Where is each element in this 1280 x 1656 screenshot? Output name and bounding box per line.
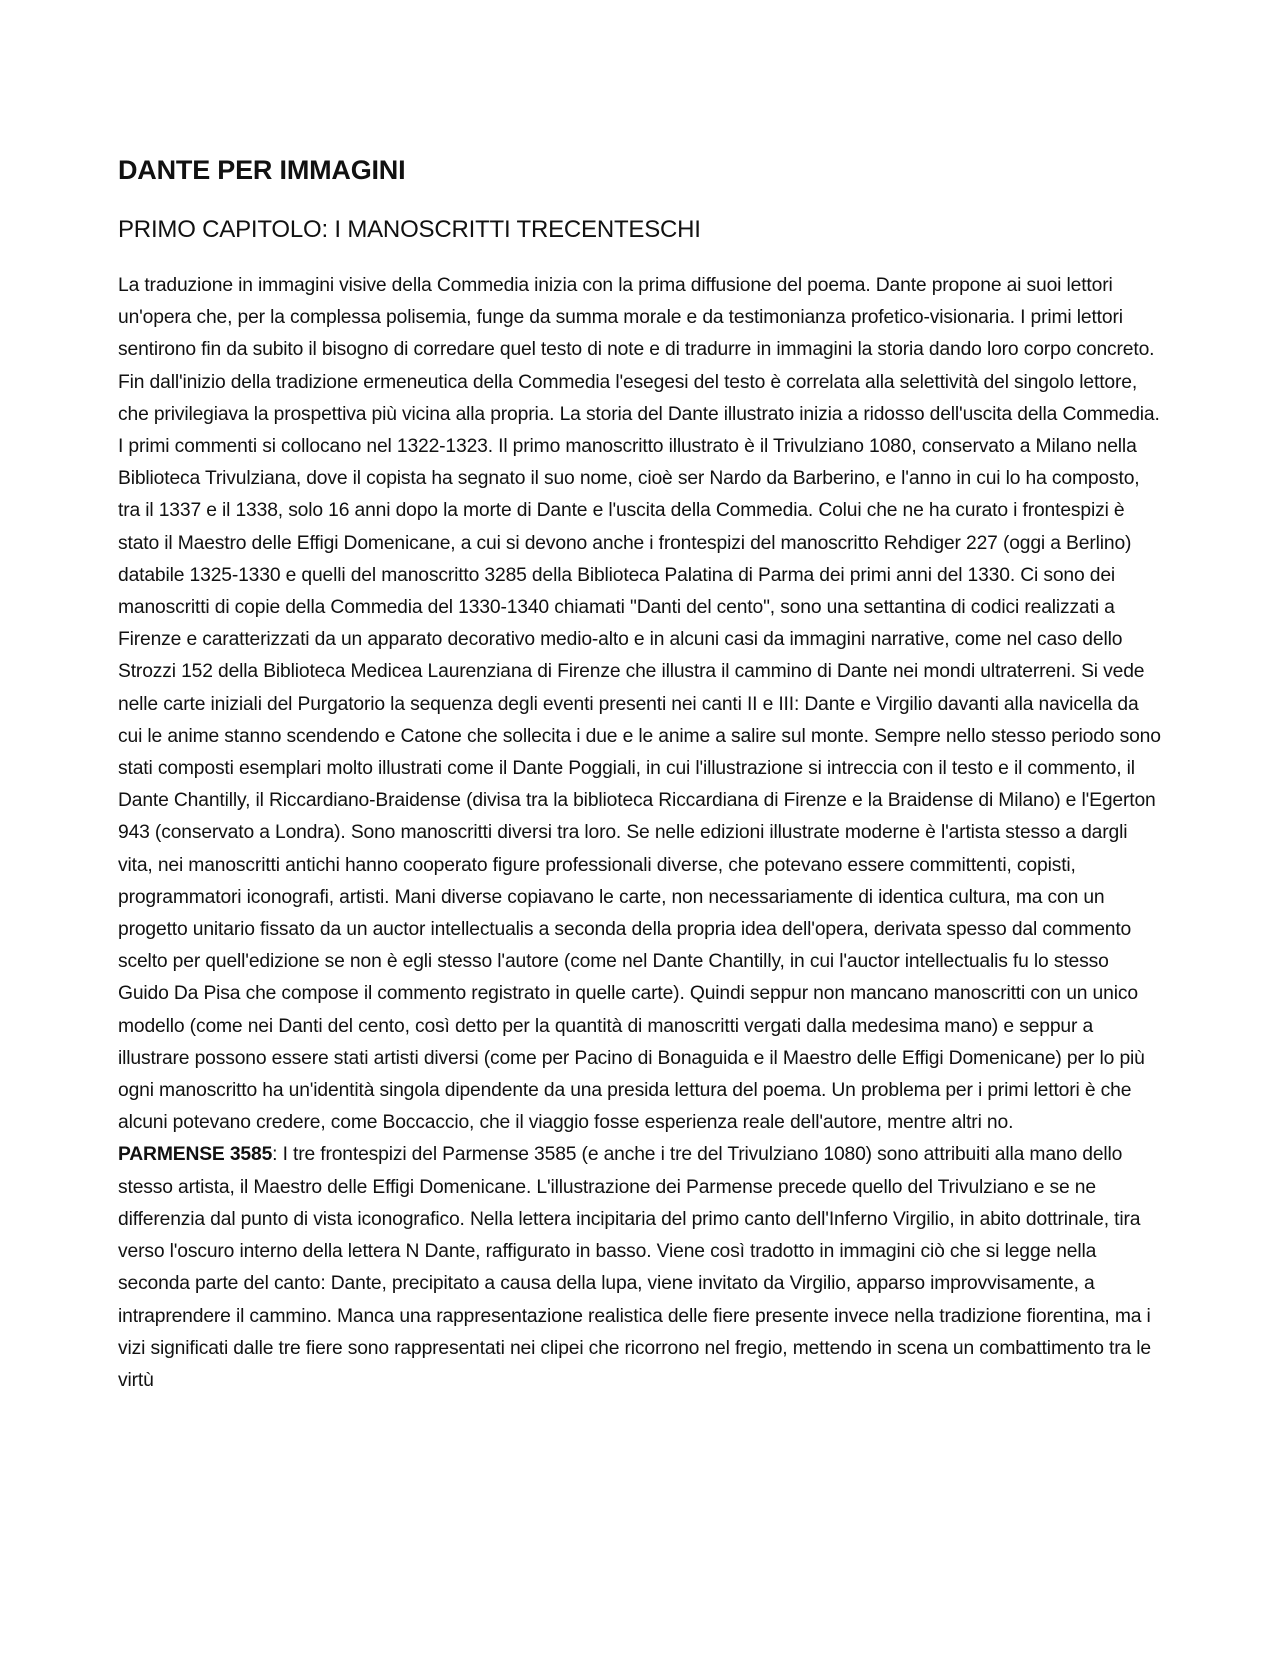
paragraph-lead-term: PARMENSE 3585 [118, 1144, 273, 1166]
paragraph-intro: La traduzione in immagini visive della Commedia inizia con la prima diffusione del poema. Dante propone ai suoi lettori un'opera che, per la complessa polisemia, funge da summa morale e da testimonianza profetico-visionaria. I primi lettori sentirono fin da subito il bisogno di corredare quel testo di note e di tradurre in immagini la storia dando loro corpo concreto. Fin dall'inizio della tradizione ermeneutica della Commedia l'esegesi del testo è correlata alla selettività del singolo lettore, che privilegiava la prospettiva più vicina alla propria. La storia del Dante illustrato inizia a ridosso dell'uscita della Commedia. I primi commenti si collocano nel 1322-1323. Il primo manoscritto illustrato è il Trivulziano 1080, conservato a Milano nella Biblioteca Trivulziana, dove il copista ha segnato il suo nome, cioè ser Nardo da Barberino, e l'anno in cui lo ha composto, tra il 1337 e il 1338, solo 16 anni dopo la morte di Dante e l'uscita della Commedia. Colui che ne ha curato i frontespizi è stato il Maestro delle Effigi Domenicane, a cui si devono anche i frontespizi del manoscritto Rehdiger 227 (oggi a Berlino) databile 1325-1330 e quelli del manoscritto 3285 della Biblioteca Palatina di Parma dei primi anni del 1330. Ci sono dei manoscritti di copie della Commedia del 1330-1340 chiamati "Danti del cento", sono una settantina di codici realizzati a Firenze e caratterizzati da un apparato decorativo medio-alto e in alcuni casi da immagini narrative, come nel caso dello Strozzi 152 della Biblioteca Medicea Laurenziana di Firenze che illustra il cammino di Dante nei mondi ultraterreni. Si vede nelle carte iniziali del Purgatorio la sequenza degli eventi presenti nei canti II e III: Dante e Virgilio davanti alla navicella da cui le anime stanno scendendo e Catone che sollecita i due e le anime a salire sul monte. Sempre nello stesso periodo sono stati composti esemplari molto illustrati come il Dante Poggiali, in cui l'illustrazione si intreccia con il testo e il commento, il Dante Chantilly, il Riccardiano-Braidense (divisa tra la biblioteca Riccardiana di Firenze e la Braidense di Milano) e l'Egerton 943 (conservato a Londra). Sono manoscritti diversi tra loro. Se nelle edizioni illustrate moderne è l'artista stesso a dargli vita, nei manoscritti antichi hanno cooperato figure professionali diverse, che potevano essere committenti, copisti, programmatori iconografi, artisti. Mani diverse copiavano le carte, non necessariamente di identica cultura, ma con un progetto unitario fissato da un auctor intellectualis a seconda della propria idea dell'opera, derivata spesso dal commento scelto per quell'edizione se non è egli stesso l'autore (come nel Dante Chantilly, in cui l'auctor intellectualis fu lo stesso Guido Da Pisa che compose il commento registrato in quelle carte). Quindi seppur non mancano manoscritti con un unico modello (come nei Danti del cento, così detto per la quantità di manoscritti vergati dalla medesima mano) e seppur a illustrare possono essere stati artisti diversi (come per Pacino di Bonaguida e il Maestro delle Effigi Domenicane) per lo più ogni manoscritto ha un'identità singola dipendente da una presida lettura del poema. Un problema per i primi lettori è che alcuni potevano credere, come Boccaccio, che il viaggio fosse esperienza reale dell'autore, mentre altri no. [118, 275, 1161, 1134]
document-title: DANTE PER IMMAGINI [118, 155, 406, 185]
chapter-heading: PRIMO CAPITOLO: I MANOSCRITTI TRECENTESCHI [118, 216, 701, 243]
document-body [118, 152, 1162, 1397]
paragraph-parmense-text: : I tre frontespizi del Parmense 3585 (e anche i tre del Trivulziano 1080) sono attribuiti alla mano dello stesso artista, il Maestro delle Effigi Domenicane. L'illustrazione dei Parmense precede quello del Trivulziano e se ne differenzia dal punto di vista iconografico. Nella lettera incipitaria del primo canto dell'Inferno Virgilio, in abito dottrinale, tira verso l'oscuro interno della lettera N Dante, raffigurato in basso. Viene così tradotto in immagini ciò che si legge nella seconda parte del canto: Dante, precipitato a causa della lupa, viene invitato da Virgilio, apparso improvvisamente, a intraprendere il cammino. Manca una rappresentazione realistica delle fiere presente invece nella tradizione fiorentina, ma i vizi significati dalle tre fiere sono rappresentati nei clipei che ricorrono nel fregio, mettendo in scena un combattimento tra le virtù [118, 1144, 1151, 1391]
paragraph-parmense [118, 1139, 1162, 1397]
